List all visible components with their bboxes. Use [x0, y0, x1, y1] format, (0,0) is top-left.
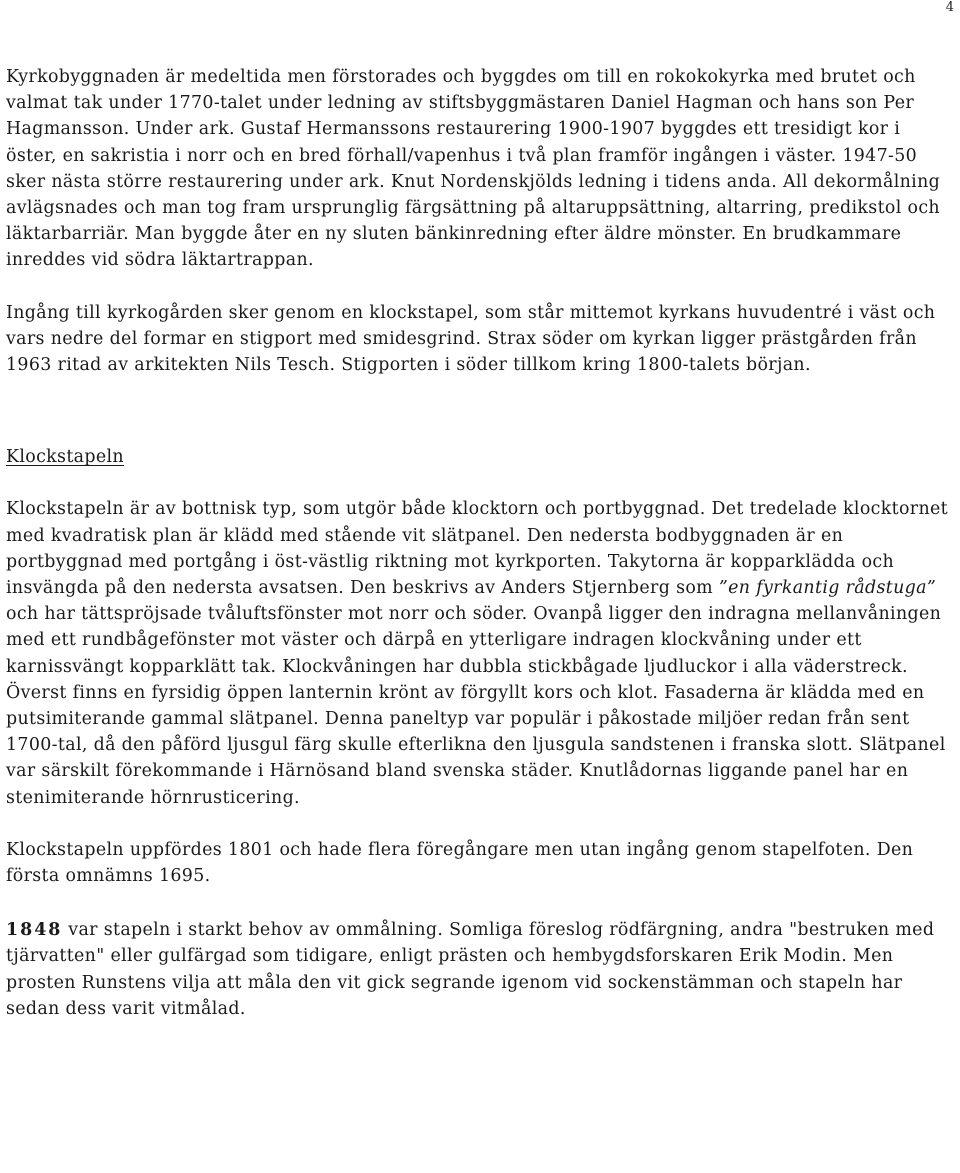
paragraph-church-history: Kyrkobyggnaden är medeltida men förstorades och byggdes om till en rokokokyrka med brutet och valmat tak under 1770-talet under ledning av stiftsbyggmästaren Daniel Hagman och hans son Per Hagmansson. Under ark. Gustaf Hermanssons restaurering 1900-1907 byggdes ett tresidigt kor i öster, en sakristia i norr och en bred förhall/vapenhus i två plan framför ingången i väster. 1947-50 sker nästa större restaurering under ark. Knut Nordenskjölds ledning i tidens anda. All dekormålning avlägsnades och man tog fram ursprunglig färgsättning på altaruppsättning, altarring, predikstol och läktarbarriär. Man byggde åter en ny sluten bänkinredning efter äldre mönster. En brudkammare inreddes vid södra läktartrappan.	[6, 67, 941, 271]
year-label: 1848	[6, 920, 63, 941]
paragraph-text: var stapeln i starkt behov av ommålning. Somliga föreslog rödfärgning, andra "bestruken med tjärvatten" eller gulfärgad som tidigare, enligt prästen och hembygdsforskaren Erik Modin. Men prosten Runstens vilja att måla den vit gick segrande igenom vid sockenstämman och stapeln har sedan dess varit vitmålad.	[6, 920, 935, 1019]
paragraph-construction-date: Klockstapeln uppfördes 1801 och hade flera föregångare men utan ingång genom stapelfoten. Den första omnämns 1695.	[6, 839, 914, 887]
paragraph-text: Klockstapeln är av bottnisk typ, som utgör både klocktorn och portbyggnad. Det tredelade klocktornet med kvadratisk plan är klädd med stående vit slätpanel. Den nedersta bodbyggnaden är en portbyggnad med portgång i öst-västlig riktning mot kyrkporten. Takytorna är kopparklädda och insvängda på den nedersta avsatsen. Den beskrivs av Anders Stjernberg som	[6, 499, 948, 599]
paragraph-text: och har tättspröjsade tvåluftsfönster mot norr och söder. Ovanpå ligger den indragna mellanvåningen med ett rundbågefönster mot väster och därpå en ytterligare indragen klockvåning under ett karnissvängt kopparklätt tak. Klockvåningen har dubbla stickbågade ljudluckor i alla väderstreck. Överst finns en fyrsidig öppen lanternin krönt av förgyllt kors och klot. Fasaderna är klädda med en putsimiterande gammal slätpanel. Denna paneltyp var populär i påkostade miljöer redan från sent 1700-tal, då den påförd ljusgul färg skulle efterlikna den ljusgula sandstenen i franska slott. Slätpanel var särskilt förekommande i Härnösand bland svenska städer. Knutlådornas liggande panel har en stenimiterande hörnrusticering.	[6, 604, 946, 808]
paragraph-bell-tower-description	[6, 496, 954, 810]
section-heading-klockstapeln: Klockstapeln	[6, 447, 124, 468]
quoted-phrase: ”en fyrkantig rådstuga”	[718, 578, 937, 599]
paragraph-repainting	[6, 917, 954, 1022]
page-number: 4	[945, 0, 954, 15]
paragraph-entrance: Ingång till kyrkogården sker genom en klockstapel, som står mittemot kyrkans huvudentré i väst och vars nedre del formar en stigport med smidesgrind. Strax söder om kyrkan ligger prästgården från 1963 ritad av arkitekten Nils Tesch. Stigporten i söder tillkom kring 1800-talets början.	[6, 302, 936, 376]
document-body	[6, 64, 954, 1022]
